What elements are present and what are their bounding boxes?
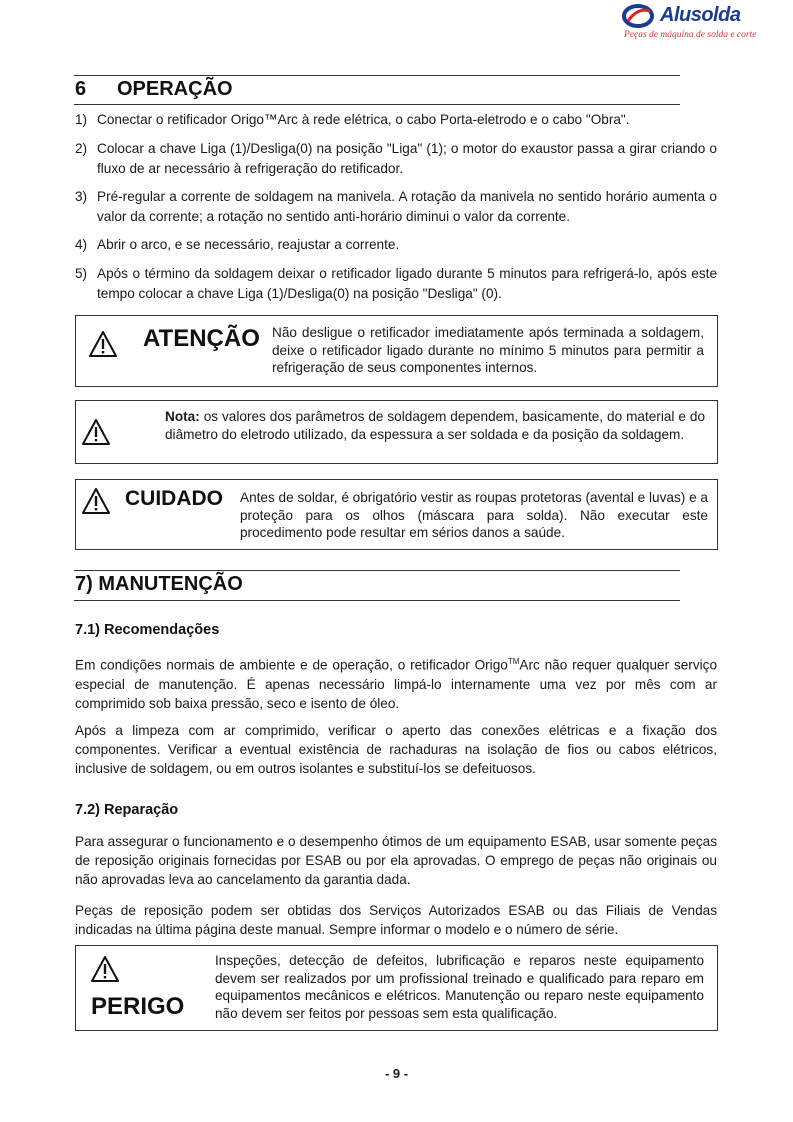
- paragraph: Peças de reposição podem ser obtidas dos Serviços Autorizados ESAB ou das Filiais de Vendas indicadas na última página deste manual. Sempre informar o modelo e o número de série.: [75, 903, 717, 937]
- logo-subtitle: Peças de máquina de solda e corte: [624, 30, 757, 40]
- list-item-number: 2): [75, 141, 88, 156]
- note-text-block: [165, 408, 705, 443]
- warning-triangle-icon: [81, 487, 111, 515]
- list-item: [75, 235, 717, 255]
- subsection-7-1-title: 7.1) Recomendações: [75, 622, 220, 638]
- list-item: [75, 264, 717, 303]
- list-item: [75, 139, 717, 178]
- paragraph: Para assegurar o funcionamento e o desempenho ótimos de um equipamento ESAB, usar somente peças de reposição originais fornecidas por ESAB ou por ela aprovadas. O emprego de peças não originais ou não aprovadas leva ao cancelamento da garantia dada.: [75, 834, 717, 887]
- attention-box: [75, 315, 718, 387]
- list-item-number: 1): [75, 112, 88, 127]
- list-item-number: 5): [75, 266, 88, 281]
- list-item-number: 3): [75, 189, 88, 204]
- danger-box: [75, 945, 718, 1031]
- logo-name: Alusolda: [660, 4, 741, 26]
- paragraph: [75, 652, 717, 713]
- section6-bottom-rule: [74, 104, 680, 105]
- paragraph-part: Arc não requer qualquer serviço especial de manutenção. É apenas necessário limpá-lo internamente uma vez por mês com ar comprimido sob baixa pressão, seco e isento de óleo.: [75, 657, 717, 711]
- trademark-mark: TM: [507, 657, 520, 666]
- caution-box: [75, 479, 718, 550]
- attention-text: Não desligue o retificador imediatamente após terminada a soldagem, deixe o retificador ligado durante no mínimo 5 minutos para permitir a refrigeração de seus componentes internos.: [272, 325, 704, 375]
- section7-bottom-rule: [74, 600, 680, 601]
- warning-triangle-icon: [88, 330, 118, 358]
- section7-title: 7) MANUTENÇÃO: [75, 573, 243, 595]
- paragraph: Após a limpeza com ar comprimido, verificar o aperto das conexões elétricas e a fixação dos componentes. Verificar a eventual existência de rachaduras na isolação de fios ou cabos elétricos, inclusive de soldagem, ou em outros isolantes e substituí-los se defeituosos.: [75, 723, 717, 776]
- warning-triangle-icon: [81, 418, 111, 446]
- page-number: - 9 -: [384, 1066, 409, 1081]
- note-label: Nota:: [165, 409, 200, 424]
- subsection-7-2-title: 7.2) Reparação: [75, 802, 179, 818]
- section7-top-rule: [74, 570, 680, 571]
- section6-number: 6: [75, 78, 87, 100]
- logo-swoosh-icon: [622, 3, 656, 29]
- list-item-text: Após o término da soldagem deixar o retificador ligado durante 5 minutos para refrigerá-lo, após este tempo colocar a chave Liga (1)/Desliga(0) na posição "Desliga" (0).: [97, 266, 717, 301]
- list-item-text: Pré-regular a corrente de soldagem na manivela. A rotação da manivela no sentido horário aumenta o valor da corrente; a rotação no sentido anti-horário diminui o valor da corrente.: [97, 189, 717, 224]
- alusolda-logo: [620, 0, 790, 45]
- danger-text: Inspeções, detecção de defeitos, lubrificação e reparos neste equipamento devem ser realizados por um profissional treinado e qualificado para reparo em equipamentos mecânicos e elétricos. Manutenção ou reparo neste equipamento não devem ser feitos por pessoas sem esta qualificação.: [215, 953, 704, 1021]
- list-item-text: Colocar a chave Liga (1)/Desliga(0) na posição "Liga" (1); o motor do exaustor passa a girar criando o fluxo de ar necessário à refrigeração do retificador.: [97, 141, 717, 176]
- list-item: [75, 110, 717, 130]
- list-item-text: Conectar o retificador Origo™Arc à rede elétrica, o cabo Porta-eletrodo e o cabo "Obra".: [97, 112, 630, 127]
- attention-label: ATENÇÃO: [143, 325, 260, 352]
- section6-title: OPERAÇÃO: [117, 78, 233, 100]
- note-text: os valores dos parâmetros de soldagem dependem, basicamente, do material e do diâmetro do eletrodo utilizado, da espessura a ser soldada e da posição da soldagem.: [165, 409, 705, 442]
- warning-triangle-icon: [90, 955, 120, 983]
- list-item-number: 4): [75, 237, 88, 252]
- list-item: [75, 187, 717, 226]
- list-item-text: Abrir o arco, e se necessário, reajustar a corrente.: [97, 237, 400, 252]
- section6-top-rule: [74, 75, 680, 76]
- note-box: [75, 400, 718, 464]
- caution-text: Antes de soldar, é obrigatório vestir as roupas protetoras (avental e luvas) e a proteção para os olhos (máscara para solda). Não executar este procedimento pode resultar em sérios danos a saúde.: [240, 490, 708, 540]
- caution-label: CUIDADO: [125, 487, 223, 510]
- paragraph-part: Em condições normais de ambiente e de operação, o retificador Origo: [75, 657, 508, 673]
- danger-label: PERIGO: [91, 993, 185, 1020]
